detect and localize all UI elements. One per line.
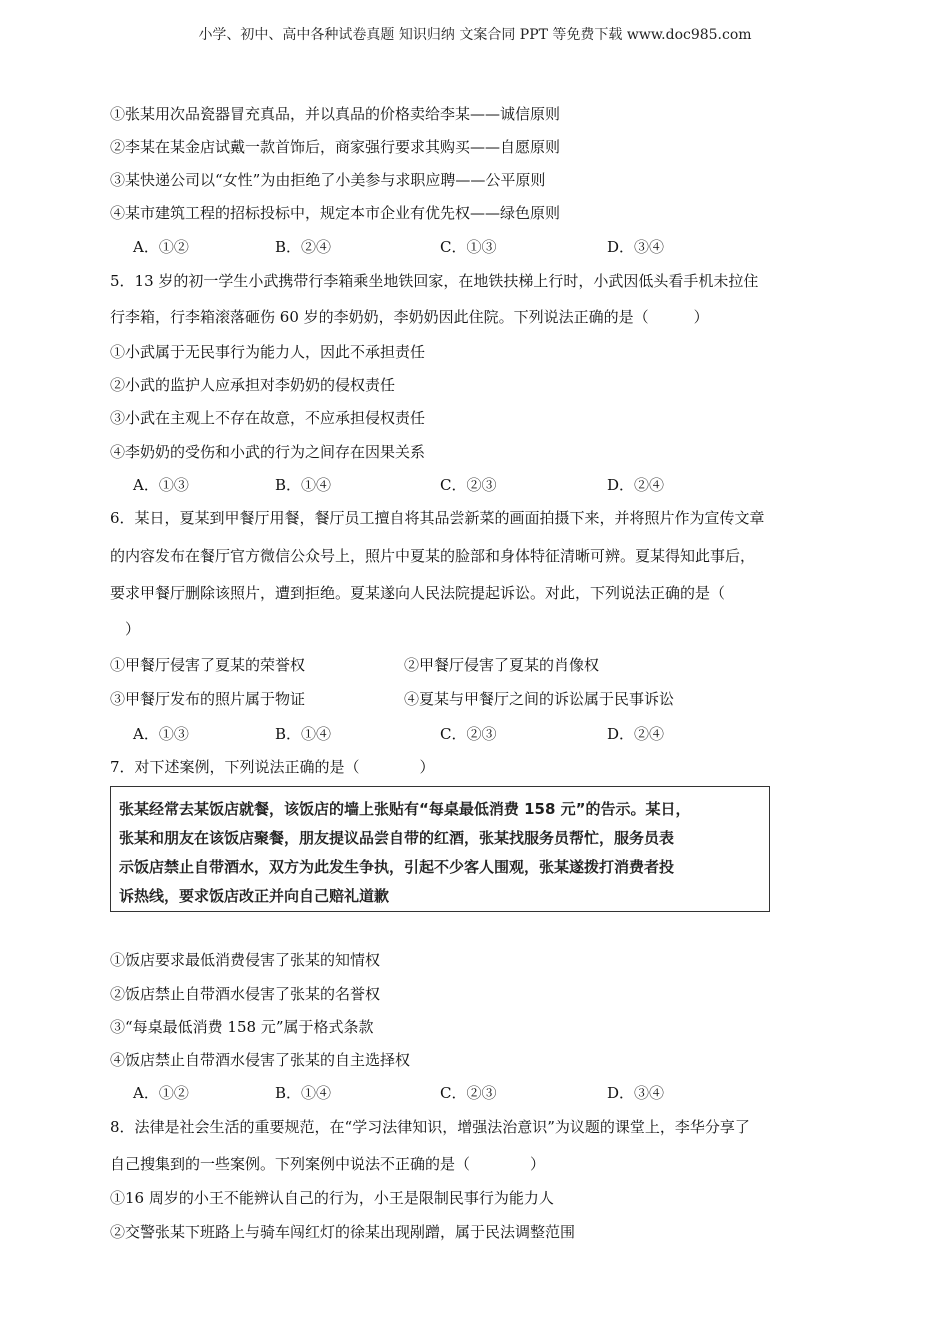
page-header: 小学、初中、高中各种试卷真题 知识归纳 文案合同 PPT 等免费下载 www.doc985.com: [198, 27, 752, 43]
q5-stem-line-1: 5．13 岁的初一学生小武携带行李箱乘坐地铁回家，在地铁扶梯上行时，小武因低头看手机未拉住: [110, 272, 759, 290]
q7-case-line-2: 张某和朋友在该饭店聚餐，朋友提议品尝自带的红酒，张某找服务员帮忙，服务员表: [119, 829, 675, 847]
q6-item-1: ①甲餐厅侵害了夏某的荣誉权: [110, 656, 306, 674]
q7-option-b: B．①④: [275, 1084, 332, 1102]
q4-option-a: A．①②: [133, 238, 189, 256]
q5-option-b: B．①④: [275, 476, 332, 494]
q6-item-2: ②甲餐厅侵害了夏某的肖像权: [404, 656, 600, 674]
q6-option-c: C．②③: [440, 725, 497, 743]
q4-item-3: ③某快递公司以“女性”为由拒绝了小美参与求职应聘——公平原则: [110, 171, 546, 189]
q7-case-box: [110, 786, 770, 912]
q7-item-3: ③“每桌最低消费 158 元”属于格式条款: [110, 1018, 374, 1036]
q7-option-c: C．②③: [440, 1084, 497, 1102]
q7-option-d: D．③④: [607, 1084, 665, 1102]
q7-item-2: ②饭店禁止自带酒水侵害了张某的名誉权: [110, 985, 381, 1003]
q5-option-d: D．②④: [607, 476, 665, 494]
q6-stem-line-1: 6．某日，夏某到甲餐厅用餐，餐厅员工擅自将其品尝新菜的画面拍摄下来，并将照片作为宣传文章: [110, 509, 765, 527]
q4-item-4: ④某市建筑工程的招标投标中，规定本市企业有优先权——绿色原则: [110, 204, 561, 222]
q5-option-a: A．①③: [133, 476, 189, 494]
q5-stem-line-2: 行李箱，行李箱滚落砸伤 60 岁的李奶奶，李奶奶因此住院。下列说法正确的是（ ）: [110, 308, 709, 326]
q5-item-4: ④李奶奶的受伤和小武的行为之间存在因果关系: [110, 443, 426, 461]
q8-item-2: ②交警张某下班路上与骑车闯红灯的徐某出现剐蹭，属于民法调整范围: [110, 1223, 576, 1241]
q6-item-row-1: [110, 654, 600, 675]
q7-case-line-3: 示饭店禁止自带酒水，双方为此发生争执，引起不少客人围观，张某遂拨打消费者投: [119, 858, 675, 876]
q4-item-1: ①张某用次品瓷器冒充真品，并以真品的价格卖给李某——诚信原则: [110, 105, 561, 123]
q8-stem-line-1: 8．法律是社会生活的重要规范，在“学习法律知识，增强法治意识”为议题的课堂上，李华分享了: [110, 1118, 750, 1136]
q5-item-3: ③小武在主观上不存在故意，不应承担侵权责任: [110, 409, 426, 427]
q6-stem-line-3: 要求甲餐厅删除该照片，遭到拒绝。夏某遂向人民法院提起诉讼。对此，下列说法正确的是（: [110, 584, 726, 602]
q7-option-a: A．①②: [133, 1084, 189, 1102]
q8-item-1: ①16 周岁的小王不能辨认自己的行为，小王是限制民事行为能力人: [110, 1189, 554, 1207]
q6-item-4: ④夏某与甲餐厅之间的诉讼属于民事诉讼: [404, 690, 675, 708]
q6-option-b: B．①④: [275, 725, 332, 743]
q6-option-d: D．②④: [607, 725, 665, 743]
q4-option-b: B．②④: [275, 238, 332, 256]
q7-item-1: ①饭店要求最低消费侵害了张某的知情权: [110, 951, 381, 969]
q7-case-line-1: 张某经常去某饭店就餐，该饭店的墙上张贴有“每桌最低消费 158 元”的告示。某日，: [119, 800, 691, 818]
q6-option-a: A．①③: [133, 725, 189, 743]
q6-stem-line-4: ）: [110, 620, 141, 638]
q8-stem-line-2: 自己搜集到的一些案例。下列案例中说法不正确的是（ ）: [110, 1155, 546, 1173]
q7-item-4: ④饭店禁止自带酒水侵害了张某的自主选择权: [110, 1051, 411, 1069]
q5-item-1: ①小武属于无民事行为能力人，因此不承担责任: [110, 343, 426, 361]
q7-case-line-4: 诉热线，要求饭店改正并向自己赔礼道歉: [119, 887, 390, 905]
q6-stem-line-2: 的内容发布在餐厅官方微信公众号上，照片中夏某的脸部和身体特征清晰可辨。夏某得知此事后，: [110, 547, 756, 565]
q5-option-c: C．②③: [440, 476, 497, 494]
q6-item-row-2: [110, 688, 675, 709]
q7-stem: 7．对下述案例，下列说法正确的是（ ）: [110, 758, 435, 776]
q4-item-2: ②李某在某金店试戴一款首饰后，商家强行要求其购买——自愿原则: [110, 138, 561, 156]
q6-item-3: ③甲餐厅发布的照片属于物证: [110, 690, 306, 708]
q5-item-2: ②小武的监护人应承担对李奶奶的侵权责任: [110, 376, 396, 394]
q4-option-d: D．③④: [607, 238, 665, 256]
q4-option-c: C．①③: [440, 238, 497, 256]
